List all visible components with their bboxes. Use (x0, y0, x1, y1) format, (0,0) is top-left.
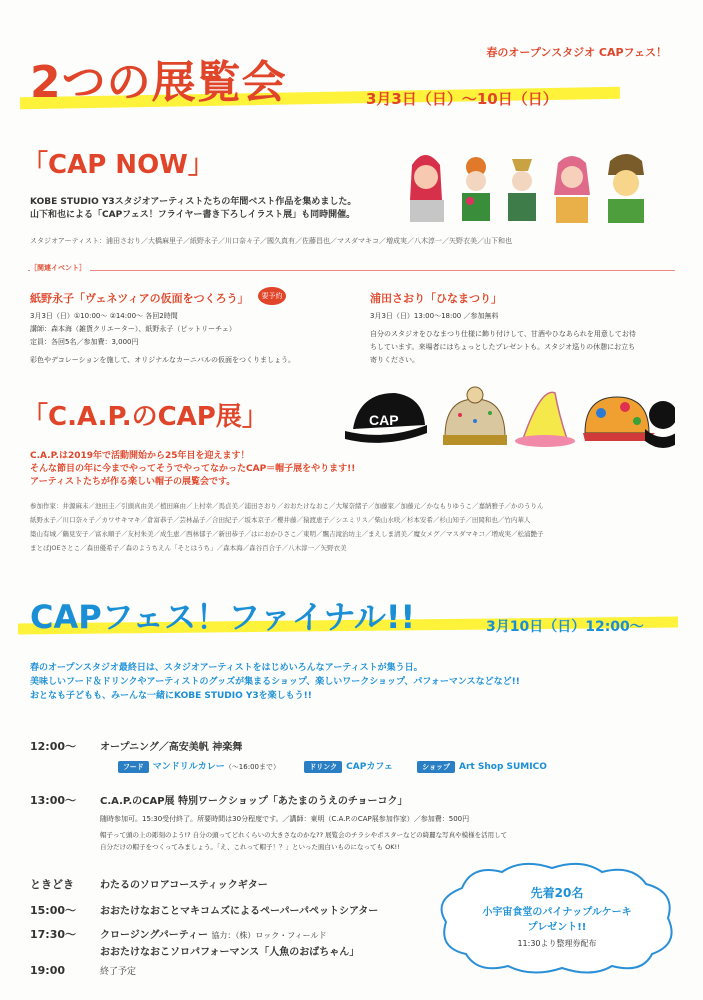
related-events-label: ［関連イベント］ (30, 262, 90, 274)
artist-portrait (508, 159, 536, 221)
black-cap-icon (345, 393, 427, 443)
cap-now-heading: 「CAP NOW」 (22, 150, 214, 180)
reservation-badge (258, 287, 286, 305)
schedule-1200 (30, 738, 670, 778)
cloud-line1: 先着20名 (530, 886, 584, 900)
finale-date: 3月10日（日）12:00～ (486, 619, 644, 635)
finale-intro3: おとなも子どもも、みーんな一緒にKOBE STUDIO Y3を楽しもう!! (30, 691, 312, 701)
schedule-1300-line2: 帽子って頭の上の彫刻のよう!? 自分の頭ってどれくらいの大きさなのかな?? 展覧会のチラシやポスターなどの綺麗な写真や模様を活用して (100, 831, 508, 839)
food-tag: フード (118, 761, 149, 773)
participants-line1: 参加作家：井源麻未／池田圭／引頭真由美／植田麻由／上村幸／馬貞美／浦田さおり／おおたけなおこ／大塚奈緒子／加藤家／加藤元／かなもりゆうこ／嘉納雅子／かのうりん (30, 502, 544, 510)
event-right-line1: 3月3日（日）13:00～18:00 ／参加無料 (370, 312, 499, 320)
schedule-sometimes-title: わたるのソロアコースティックギター (100, 880, 268, 891)
shop-vendor: Art Shop SUMICO (459, 762, 547, 772)
schedule-1200-body (100, 738, 670, 773)
time-1200: 12:00～ (30, 740, 77, 753)
food-note: （～16:00まで） (224, 763, 280, 771)
event-left-line4: 彩色やデコレーションを施して、オリジナルなカーニバルの仮面をつくりましょう。 (30, 356, 295, 364)
finale-title: CAPフェス！ファイナル!! (30, 598, 416, 636)
schedule-1500-title: おおたけなおことマキコムズによるペーパーパペットシアター (100, 906, 379, 917)
participants-line3: 築山有城／鶴見安子／富永順子／友村朱美／成生恵／西林郁子／新田恭子／はにおかひさこ／東明／飄吉滝治坊主／まえしま清美／魔女メグ／マスダマキコ／増成実／松浦艶子 (30, 530, 544, 538)
shop-tag: ショップ (417, 761, 455, 773)
event-left-line1: 3月3日（日）①10:00～ ②14:00～ 各回2時間 (30, 312, 178, 320)
artist-portrait (608, 154, 644, 223)
artist-illustrations (400, 145, 670, 225)
time-1900: 19:00 (30, 964, 66, 977)
time-sometimes: ときどき (30, 878, 74, 891)
time-1500: 15:00～ (30, 904, 77, 917)
header-tagline: 春のオープンスタジオ CAPフェス！ (486, 46, 667, 59)
schedule-1300-title: C.A.P.のCAP展 特別ワークショップ「あたまのうえのチョーコク」 (100, 796, 408, 807)
reservation-badge-label: 要予約 (261, 292, 283, 300)
schedule-1300 (30, 792, 670, 862)
event-right-title: 浦田さおり「ひなまつり」 (370, 292, 502, 305)
artist-portrait (410, 155, 444, 222)
schedule-1200-title: オープニング／高安美帆 神楽舞 (100, 742, 243, 753)
artist-portrait (462, 157, 490, 221)
cap-ten-desc2: そんな節目の年に今までやってそうでやってなかったCAP＝帽子展をやります!! (30, 464, 356, 474)
event-right-line3: ちしています。来場者にはちょっとしたプレゼントも。スタジオ巡りの休憩にお立ち (370, 343, 636, 351)
cap-ten-heading: 「C.A.P.のCAP展」 (22, 402, 268, 432)
event-right-line2: 自分のスタジオをひなまつり仕様に飾り付けして、甘酒やひなあられを用意してお待 (370, 330, 636, 338)
cap-now-desc2: 山下和也による「CAPフェス！フライヤー書き下ろしイラスト展」も同時開催。 (30, 210, 356, 220)
event-left-line2: 講師：森本海（雑貨クリエーター）、紙野永子（ピットリーチェ） (30, 325, 236, 333)
cap-hat-label: CAP (369, 412, 399, 428)
schedule-1900-title: 終了予定 (100, 967, 137, 977)
section-divider (28, 270, 675, 271)
event-right-line4: 寄りください。 (370, 356, 419, 364)
knit-beanie-icon (443, 387, 507, 445)
cap-ten-desc1: C.A.P.は2019年で活動開始から25年目を迎えます！ (30, 451, 250, 461)
event-left-title: 紙野永子「ヴェネツィアの仮面をつくろう」 (30, 292, 249, 305)
cloud-line4: 11:30より整理券配布 (517, 939, 597, 948)
event-left-line3: 定員：各回5名／参加費：3,000円 (30, 338, 139, 346)
hat-illustrations (345, 385, 675, 455)
cloud-line3: プレゼント!! (527, 922, 587, 933)
cap-now-desc1: KOBE STUDIO Y3スタジオアーティストたちの年間ベスト作品を集めました。 (30, 197, 357, 207)
time-1730: 17:30～ (30, 928, 77, 941)
exhibition-dates: 3月3日（日）～10日（日） (366, 90, 558, 108)
studio-artists: スタジオアーティスト：浦田さおり／大橋麻里子／紙野永子／川口奈々子／國久真有／佐藤昌也／マスダマキコ／増成実／八木淳一／矢野衣美／山下和也 (30, 237, 513, 245)
drink-vendor: CAPカフェ (346, 762, 393, 772)
patterned-cap-icon (583, 397, 655, 441)
page-title: 2つの展覧会 (30, 57, 287, 108)
participants-line2: 紙野永子／川口奈々子／カワサキマキ／倉富恭子／芸林晶子／合田紀子／坂本京子／櫻井藤／猿渡恵子／シエミリス／柴山水咲／杉本安希／杉山知子／田岡和也／竹内華人 (30, 516, 531, 524)
schedule-1300-line1: 随時参加可。15:30受付終了。所要時間は30分程度です。／講師：東明（C.A.P.のCAP展参加作家）／参加費：500円 (100, 815, 470, 823)
schedule-1300-line3: 自分だけの帽子をつくってみましょう。「え、これって帽子！？」といった面白いものになっても OK!! (100, 843, 400, 851)
closing-party: クロージングパーティー (100, 930, 208, 941)
finale-intro2: 美味しいフード＆ドリンクやアーティストのグッズが集まるショップ、楽しいワークショップ、パフォーマンスなどなど!! (30, 677, 520, 687)
participants-line4: まとばJOEさとこ／森田優希子／森のようちえん「そとはうち」／森本海／森谷百合子／八木淳一／矢野衣美 (30, 544, 347, 552)
drink-tag: ドリンク (304, 761, 342, 773)
cap-ten-desc3: アーティストたちが作る楽しい帽子の展覧会です。 (30, 477, 236, 487)
schedule-1200-booths (118, 759, 670, 773)
schedule-1730-sub: おおたけなおこソロパフォーマンス「人魚のおばちゃん」 (100, 947, 360, 958)
cloud-line2: 小宇宙食堂のパイナップルケーキ (482, 907, 632, 918)
black-pompom-hat-icon (645, 401, 675, 448)
finale-intro1: 春のオープンスタジオ最終日は、スタジオアーティストをはじめいろんなアーティストが集う日。 (30, 663, 423, 673)
food-vendor: マンドリルカレー (152, 762, 225, 772)
schedule-1300-body (100, 792, 670, 853)
closing-party-coop: 協力：（株）ロック・フィールド (211, 931, 327, 940)
artist-portrait (554, 156, 590, 223)
witch-hat-icon (515, 392, 575, 447)
time-1300: 13:00～ (30, 794, 77, 807)
